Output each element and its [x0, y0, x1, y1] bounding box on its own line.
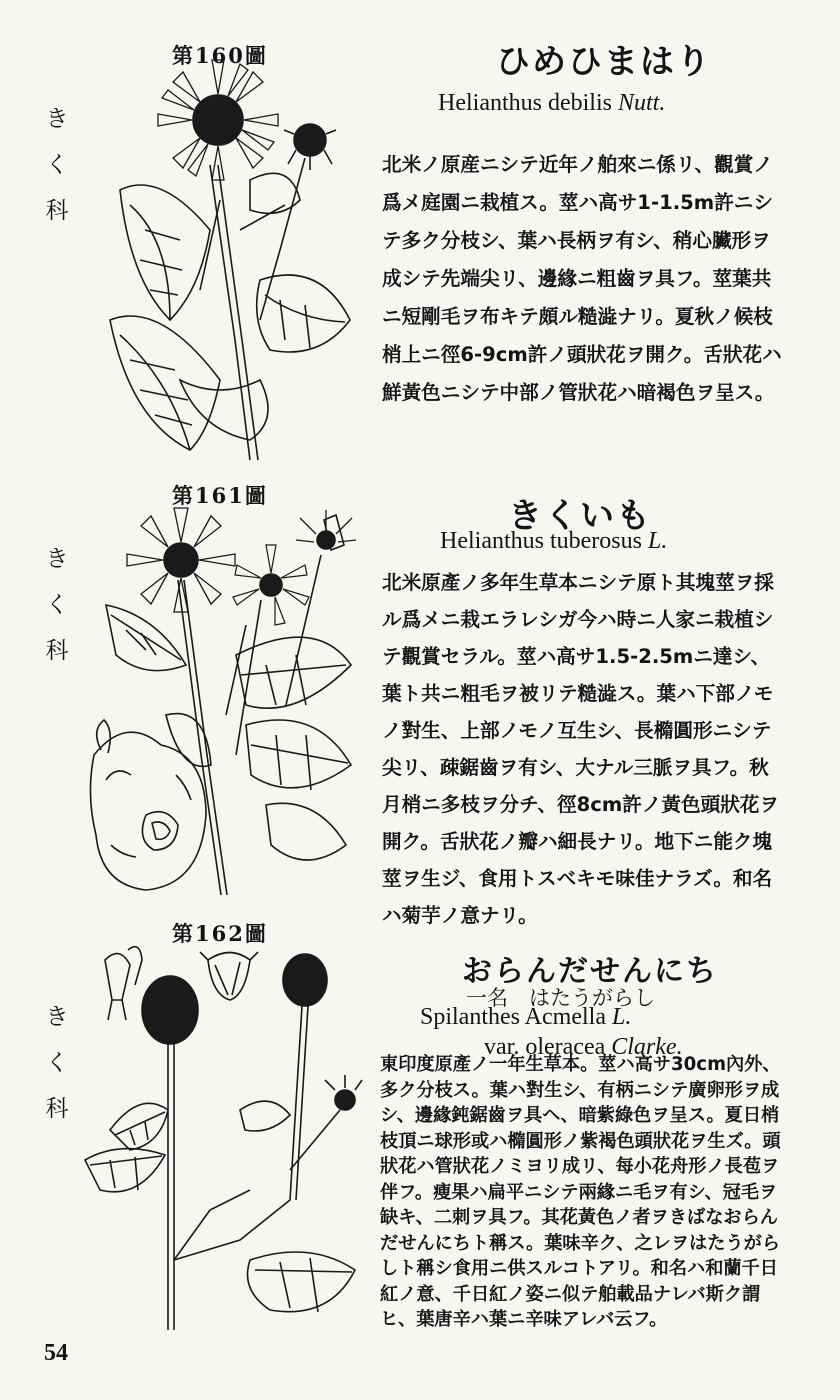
japanese-name: ひめひまはり — [496, 42, 712, 82]
author-abbreviation: L. — [611, 1004, 632, 1030]
family-char: き — [45, 106, 69, 132]
scientific-name — [438, 90, 665, 117]
entry-162 — [0, 910, 840, 1330]
figure-label: 第162圖 — [172, 921, 268, 946]
japanese-name: きくいも — [508, 496, 652, 536]
scientific-name — [440, 528, 667, 555]
entry-160 — [0, 0, 840, 470]
figure-label: 第161圖 — [172, 483, 268, 508]
description-text: 北米原產ノ多年生草本ニシテ原ト其塊莖ヲ採ル爲メニ栽エラレシガ今ハ時ニ人家ニ栽植シテ觀賞セラル。莖ハ高サ1.5-2.5mニ達シ、葉ト共ニ粗毛ヲ被リテ糙澁ス。葉ハ下部ノモノ對生、上部ノモノ互生シ、長橢圓形ニシテ尖リ、疎鋸齒ヲ有シ、大ナル三脈ヲ具フ。秋月梢ニ多枝ヲ分チ、徑8cm許ノ黃色頭狀花ヲ開ク。舌狀花ノ瓣ハ細長ナリ。地下ニ能ク塊莖ヲ生ジ、食用トスベキモ味佳ナラズ。和名ハ菊芋ノ意ナリ。 — [382, 571, 779, 927]
helianthus-debilis-illustration — [100, 80, 360, 470]
japanese-name: おらんだせんにち — [462, 954, 718, 989]
author-abbreviation: L. — [647, 528, 668, 554]
variety-label: var. oleracea — [484, 1034, 606, 1060]
family-char: く — [45, 1050, 69, 1076]
helianthus-tuberosus-illustration — [86, 505, 361, 905]
figure-label: 第160圖 — [172, 43, 268, 68]
family-char: 科 — [45, 1096, 69, 1122]
genus-species: Spilanthes Acmella — [420, 1004, 606, 1030]
family-char: き — [45, 1004, 69, 1030]
family-label — [42, 96, 72, 234]
genus-species: Helianthus debilis — [438, 90, 612, 116]
page-number: 54 — [44, 1340, 68, 1366]
family-label — [42, 536, 72, 674]
author-abbreviation: Nutt. — [617, 90, 666, 116]
description-text: 東印度原產ノ一年生草本。莖ハ高サ30cm內外、多ク分枝ス。葉ハ對生シ、有柄ニシテ廣卵形ヲ成シ、邊緣鈍鋸齒ヲ具ヘ、暗紫綠色ヲ呈ス。夏日梢枝頂ニ球形或ハ橢圓形ノ紫褐色頭狀花ヲ生ズ。頭狀花ハ管狀花ノミヨリ成リ、每小花舟形ノ長苞ヲ伴フ。瘦果ハ扁平ニシテ兩緣ニ毛ヲ有シ、冠毛ヲ缺キ、二刺ヲ具フ。其花黃色ノ者ヲきばなおらんだせんにちト稱ス。葉味辛ク、之レヲはたうがらしト稱シ食用ニ供スルコトアリ。和名ハ和蘭千日紅ノ意、千日紅ノ姿ニ似テ舶載品ナレバ斯ク謂ヒ、葉唐辛ハ葉ニ辛味アレバ云フ。 — [380, 1054, 781, 1330]
family-char: く — [45, 152, 69, 178]
genus-species: Helianthus tuberosus — [440, 528, 642, 554]
scientific-name — [420, 1004, 631, 1031]
entry-161 — [0, 470, 840, 927]
variety-author: Clarke. — [611, 1034, 683, 1060]
spilanthes-acmella-illustration — [90, 940, 362, 1330]
family-char: 科 — [45, 638, 69, 664]
family-label — [42, 994, 72, 1132]
family-char: く — [45, 592, 69, 618]
family-char: き — [45, 546, 69, 572]
alternate-name: 一名 はたうがらし — [466, 986, 655, 1010]
family-char: 科 — [45, 198, 69, 224]
description-text: 北米ノ原産ニシテ近年ノ舶來ニ係リ、觀賞ノ爲メ庭園ニ栽植ス。莖ハ高サ1-1.5m許ニシテ多ク分枝シ、葉ハ長柄ヲ有シ、稍心臟形ヲ成シテ先端尖リ、邊緣ニ粗齒ヲ具フ。莖葉共ニ短剛毛ヲ布キテ頗ル糙澁ナリ。夏秋ノ候枝梢上ニ徑6-9cm許ノ頭狀花ヲ開ク。舌狀花ハ鮮黃色ニシテ中部ノ管狀花ハ暗褐色ヲ呈ス。 — [382, 153, 782, 404]
